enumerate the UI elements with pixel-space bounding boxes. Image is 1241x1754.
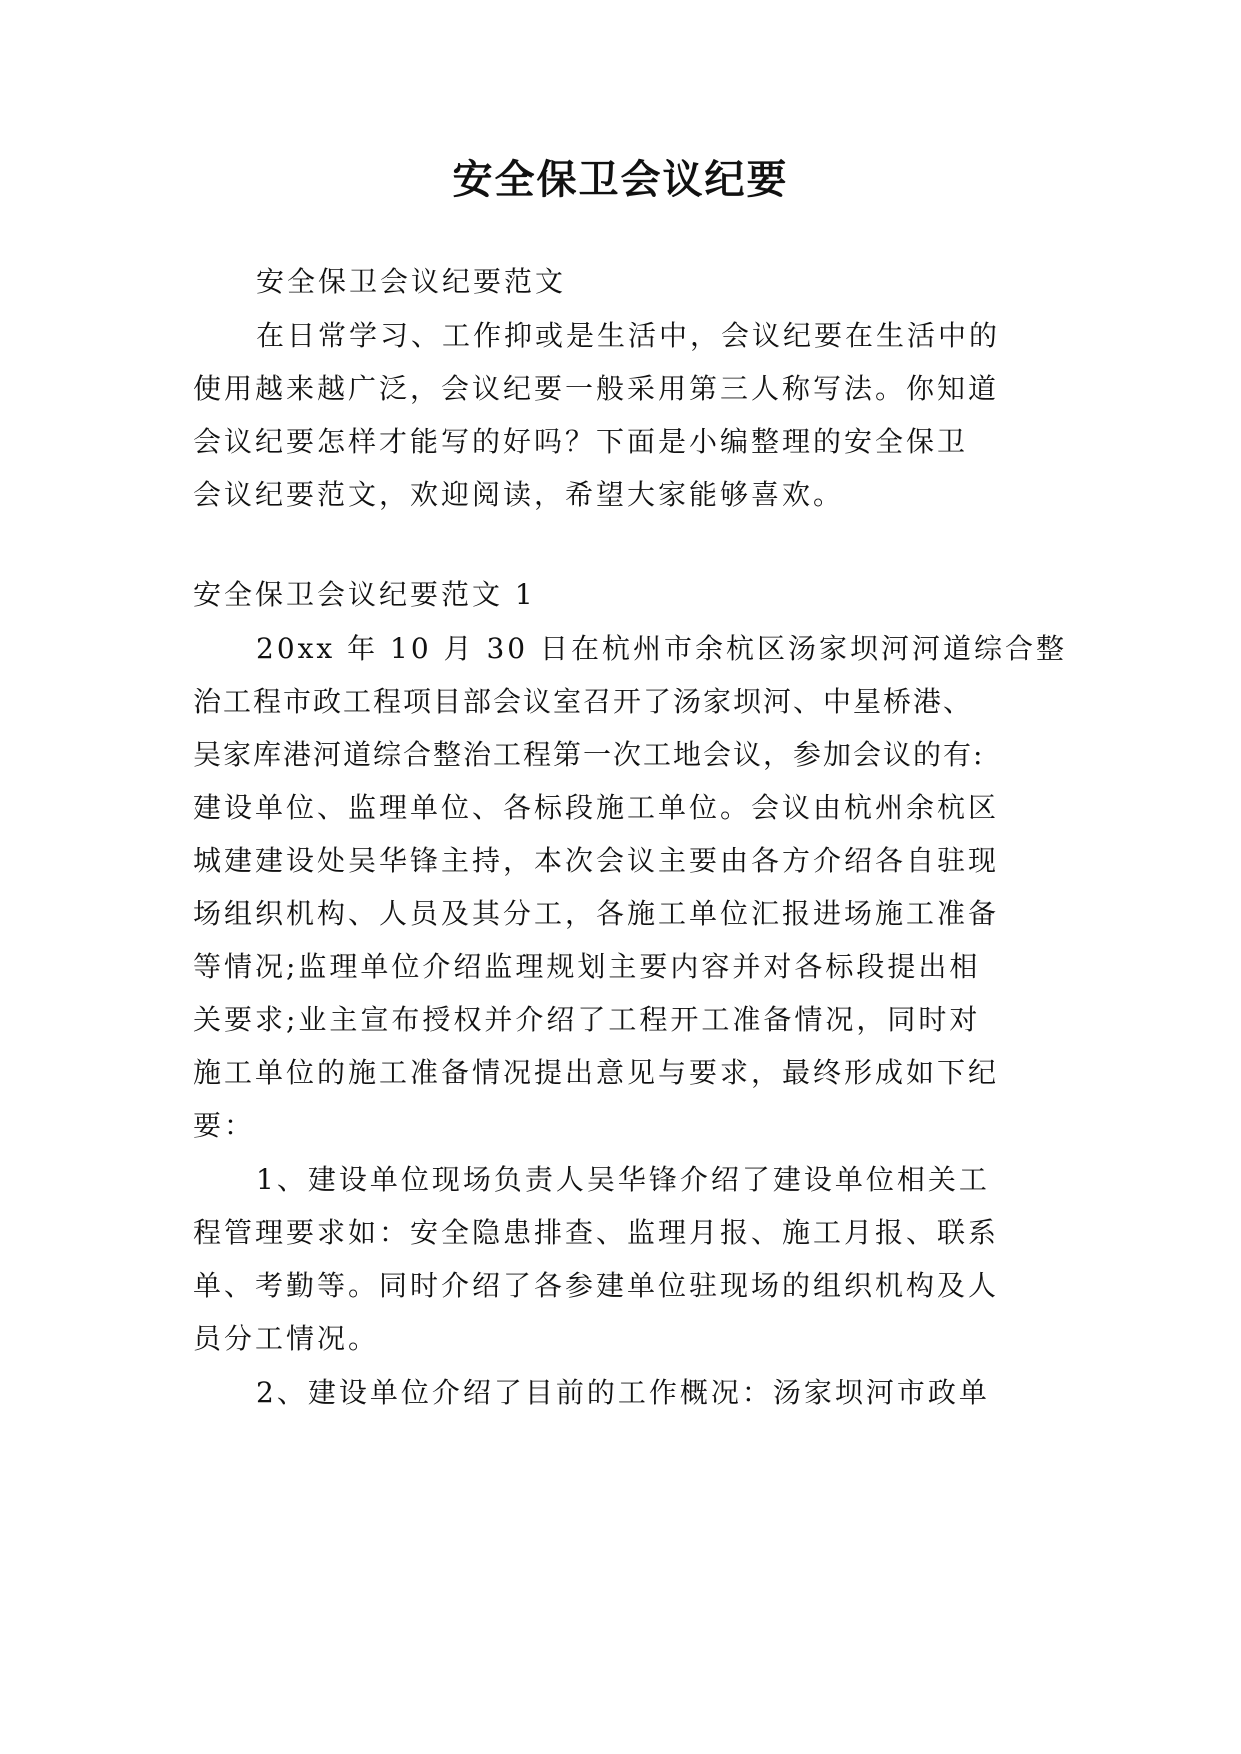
paragraph-line: 吴家库港河道综合整治工程第一次工地会议，参加会议的有: — [193, 738, 985, 771]
paragraph-line: 在日常学习、工作抑或是生活中，会议纪要在生活中的 — [256, 319, 1001, 352]
paragraph-line: 施工单位的施工准备情况提出意见与要求，最终形成如下纪 — [193, 1056, 1000, 1089]
paragraph-line: 会议纪要怎样才能写的好吗？下面是小编整理的安全保卫 — [193, 425, 969, 458]
paragraph-line: 场组织机构、人员及其分工，各施工单位汇报进场施工准备 — [193, 897, 1000, 930]
paragraph-line: 等情况;监理单位介绍监理规划主要内容并对各标段提出相 — [193, 950, 981, 983]
section-heading: 安全保卫会议纪要范文 1 — [193, 578, 536, 611]
paragraph-line: 1、建设单位现场负责人吴华锋介绍了建设单位相关工 — [256, 1163, 990, 1196]
subtitle-line: 安全保卫会议纪要范文 — [256, 265, 567, 298]
paragraph-line: 2、建设单位介绍了目前的工作概况：汤家坝河市政单 — [256, 1376, 990, 1409]
paragraph-line: 使用越来越广泛，会议纪要一般采用第三人称写法。你知道 — [193, 372, 1000, 405]
paragraph-line: 治工程市政工程项目部会议室召开了汤家坝河、中星桥港、 — [193, 685, 974, 718]
paragraph-line: 单、考勤等。同时介绍了各参建单位驻现场的组织机构及人 — [193, 1269, 1000, 1302]
paragraph-line: 程管理要求如：安全隐患排查、监理月报、施工月报、联系 — [193, 1216, 1000, 1249]
paragraph-line: 要： — [193, 1109, 256, 1142]
paragraph-line: 关要求;业主宣布授权并介绍了工程开工准备情况，同时对 — [193, 1003, 981, 1036]
paragraph-line: 城建建设处吴华锋主持，本次会议主要由各方介绍各自驻现 — [193, 844, 1000, 877]
paragraph-line: 20xx 年 10 月 30 日在杭州市余杭区汤家坝河河道综合整 — [256, 632, 1067, 665]
document-title: 安全保卫会议纪要 — [452, 156, 789, 203]
paragraph-line: 员分工情况。 — [193, 1322, 380, 1355]
paragraph-line: 会议纪要范文，欢迎阅读，希望大家能够喜欢。 — [193, 478, 845, 511]
paragraph-line: 建设单位、监理单位、各标段施工单位。会议由杭州余杭区 — [193, 791, 1000, 824]
